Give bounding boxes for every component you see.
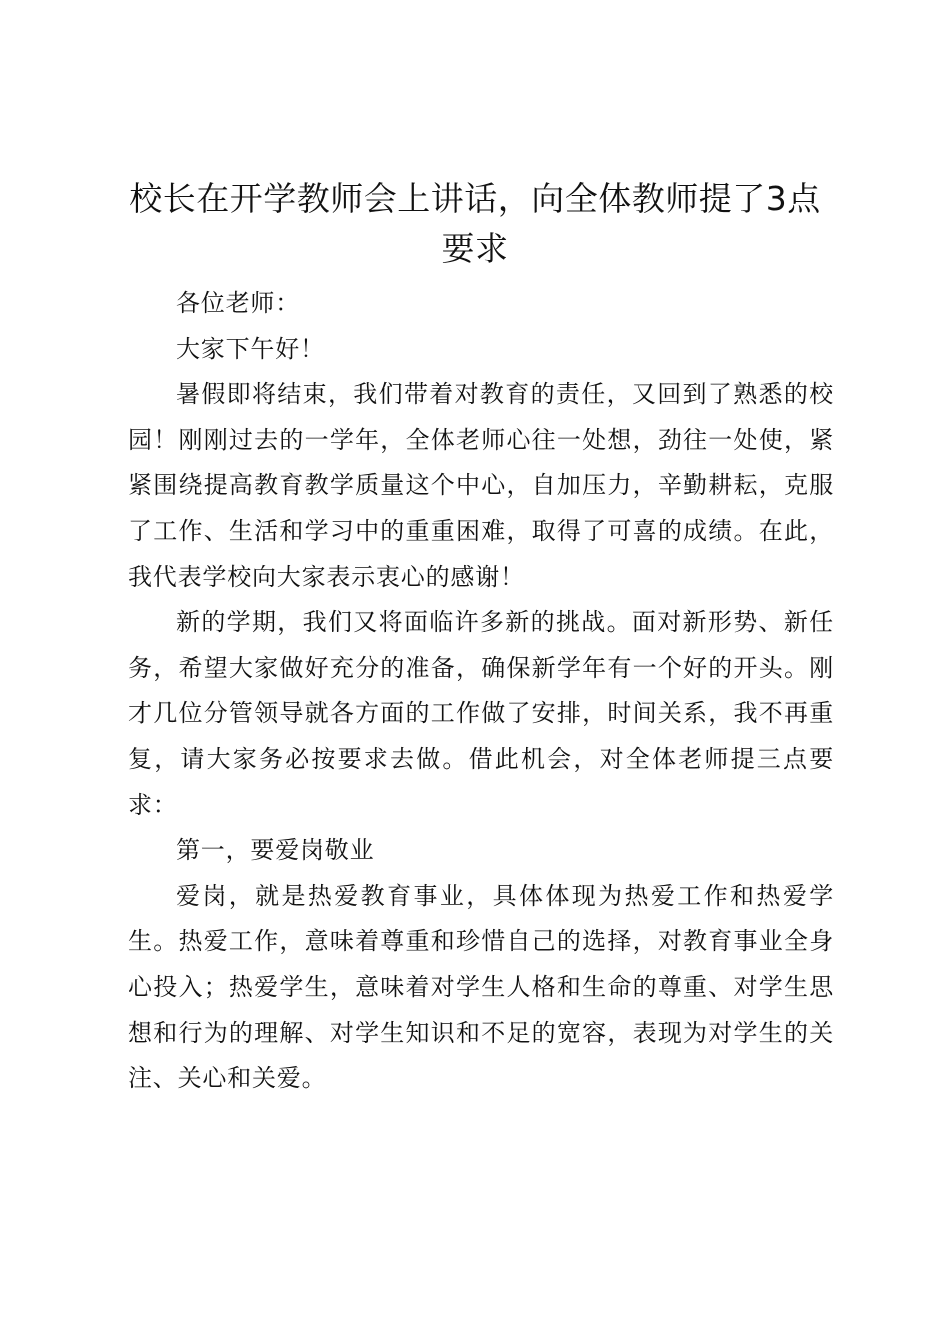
- document-body: [128, 281, 834, 1102]
- document-title: 校长在开学教师会上讲话，向全体教师提了3点要求: [129, 179, 821, 268]
- paragraph-thanks: 暑假即将结束，我们带着对教育的责任，又回到了熟悉的校园！刚刚过去的一学年，全体老师心往一处想，劲往一处使，紧紧围绕提高教育教学质量这个中心，自加压力，辛勤耕耘，克服了工作、生活和学习中的重重困难，取得了可喜的成绩。在此，我代表学校向大家表示衷心的感谢！: [128, 380, 834, 591]
- greeting: 大家下午好！: [176, 334, 325, 363]
- salutation: 各位老师：: [176, 289, 300, 317]
- paragraph-love-job: 爱岗，就是热爱教育事业，具体体现为热爱工作和热爱学生。热爱工作，意味着尊重和珍惜自己的选择，对教育事业全身心投入；热爱学生，意味着对学生人格和生命的尊重、对学生思想和行为的理解、对学生知识和不足的宽容，表现为对学生的关注、关心和关爱。: [128, 881, 834, 1093]
- section-heading-first: 第一，要爱岗敬业: [176, 836, 375, 865]
- paragraph-new-semester: 新的学期，我们又将面临许多新的挑战。面对新形势、新任务，希望大家做好充分的准备，确保新学年有一个好的开头。刚才几位分管领导就各方面的工作做了安排，时间关系，我不再重复，请大家务必按要求去做。借此机会，对全体老师提三点要求：: [128, 608, 834, 819]
